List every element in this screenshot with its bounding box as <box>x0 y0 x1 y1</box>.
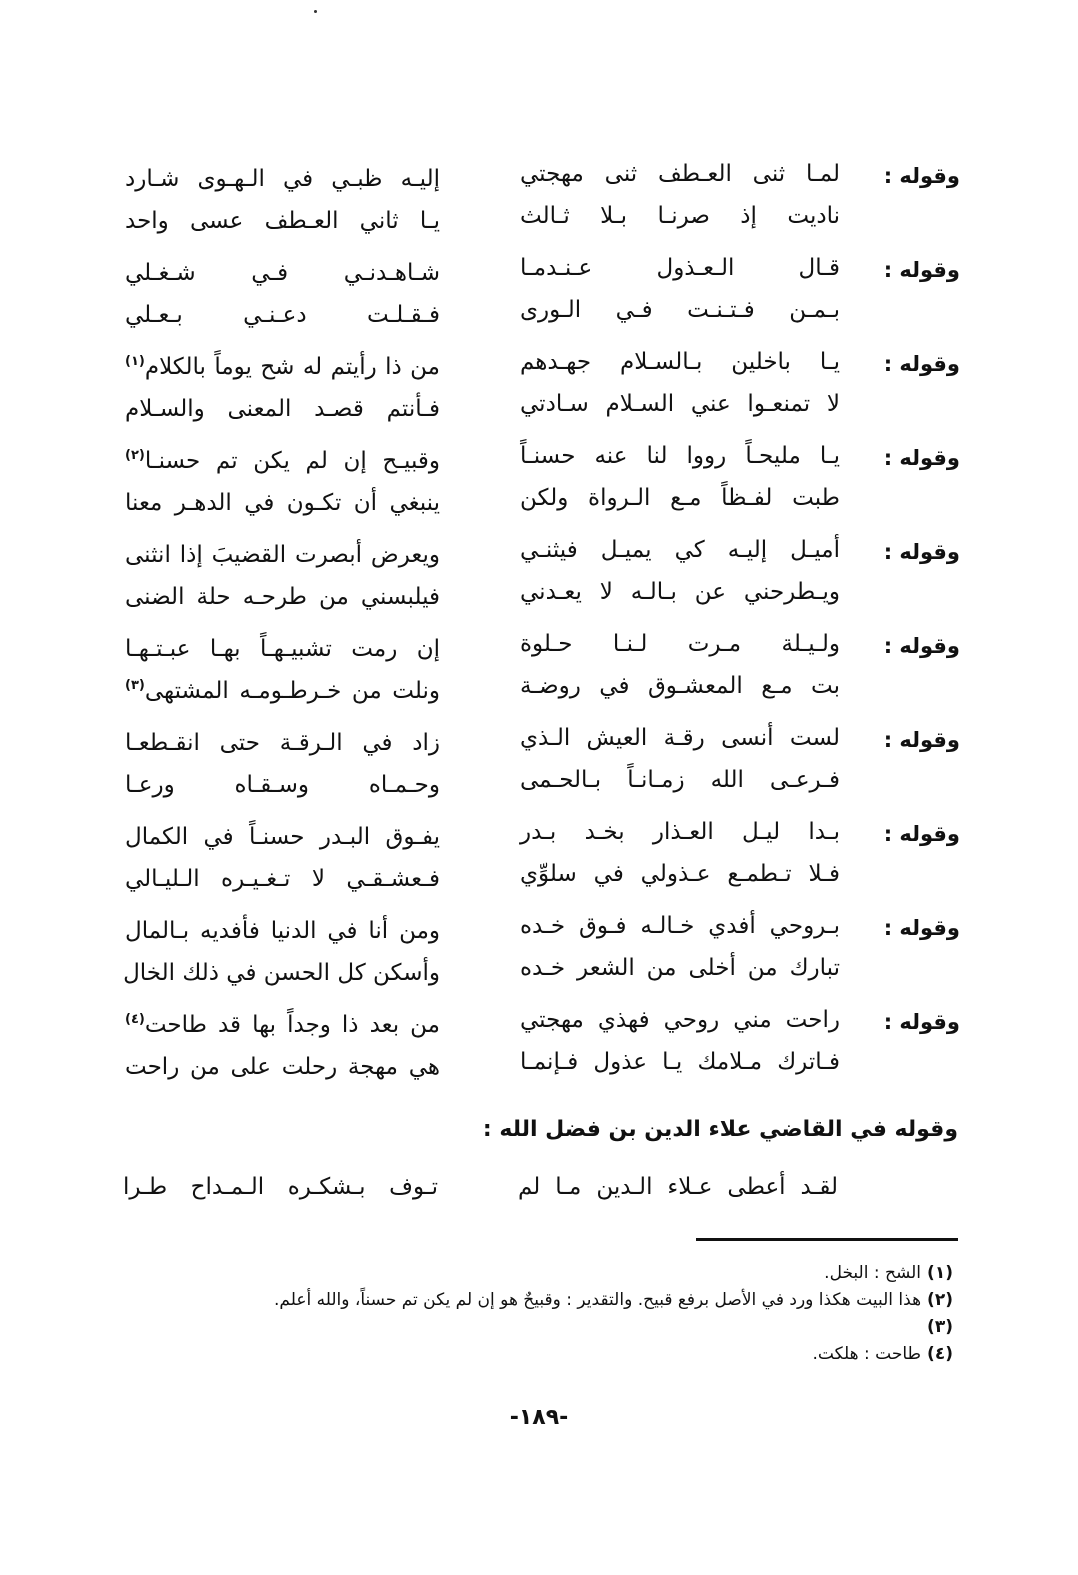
first-hemistich: بـدا ليـل العـذار بخـد بـدر <box>520 819 840 845</box>
verse-text: من بعد ذا وجداً بها قد طاحت <box>144 1012 440 1038</box>
verse-text: فـعشـقـي لا تـغـيـره الـليـالي <box>125 866 440 892</box>
second-hemistich <box>125 1040 440 1089</box>
poem-entry <box>120 150 960 242</box>
entry-label: وقوله : <box>883 916 960 940</box>
final-verse-first-hemistich: لقـد أعطى عـلاء الـدين مـا لم <box>518 1174 838 1200</box>
first-hemistich: تبارك من أخلى من الشعر خـده <box>520 955 840 981</box>
first-hemistich: بـروحي أفدي خـالـه فـوق خـده <box>520 913 840 939</box>
first-hemistich: أميـل إليـه كي يميـل فيثنـي <box>520 537 840 563</box>
poem-entry <box>120 432 960 524</box>
poem-entry <box>120 526 960 618</box>
footnote-number: (٣) <box>927 1317 953 1337</box>
second-hemistich <box>125 476 440 525</box>
footnote-ref: (١) <box>125 354 145 369</box>
footnote-item <box>133 1341 953 1368</box>
footnote-ref: (٢) <box>125 448 145 463</box>
second-hemistich <box>125 758 440 807</box>
verse-text: زاد في الـرقـة حتى انقـطعـا <box>125 730 440 756</box>
first-hemistich: بـمـن فـتـنـت فـي الـورى <box>520 297 840 323</box>
verse-text: فيلبسني من طرحـه حلة الضنى <box>125 584 440 610</box>
footnote-item <box>133 1260 953 1287</box>
second-hemistich <box>125 382 440 431</box>
verse-text: وقبيـح إن لم يكن تم حسنـا <box>144 448 440 474</box>
entry-label: وقوله : <box>883 446 960 470</box>
second-hemistich <box>125 852 440 901</box>
section-intro: وقوله في القاضي علاء الدين بن فضل الله : <box>482 1117 958 1142</box>
second-hemistich <box>125 194 440 243</box>
footnote-text: الشح : البخل. <box>824 1263 922 1283</box>
verse-text: شـاهـدنـي فـي شـغـلي <box>125 260 440 286</box>
verse-text: يـا ثاني العـطف عسى واحد <box>125 208 440 234</box>
verse-text: هي مهجة رحلت على من راحت <box>125 1054 440 1080</box>
poem-entry <box>120 244 960 336</box>
verse-text: ويعرض أبصرت القضيبَ إذا انثنى <box>125 542 440 568</box>
first-hemistich: يـا باخلين بـالسـلام جهـدهم <box>520 349 840 375</box>
first-hemistich: قـال الـعـذول عـنـدمـا <box>520 255 840 281</box>
footnote-ref: (٤) <box>125 1012 145 1027</box>
verse-text: إن رمت تشبيـهـاً بهـا عبـتـهـا <box>125 636 440 662</box>
verse-text: ومن أنا في الدنيا فأفديه بـالمال <box>125 918 440 944</box>
footnotes <box>133 1260 953 1368</box>
verse-text: ونلت من خـرطـومـه المشتهى <box>144 678 440 704</box>
entry-label: وقوله : <box>883 352 960 376</box>
second-hemistich <box>125 946 440 995</box>
verse-text: فـأنتم قصـد المعنى والسـلام <box>125 396 440 422</box>
entry-label: وقوله : <box>883 164 960 188</box>
page-number: -١٨٩- <box>509 1405 569 1430</box>
first-hemistich: لا تمنعـوا عني السـلام سـادتي <box>520 391 840 417</box>
first-hemistich: يـا مليحـاً رووا لنا عنه حسنـاً <box>520 443 840 469</box>
verse-text: إليـه ظبـي في الـهـوى شـارد <box>125 166 440 192</box>
poem-entry <box>120 902 960 994</box>
poem-entry <box>120 714 960 806</box>
verse-text: فـقـلـت دعـنـي بـعـلي <box>125 302 440 328</box>
footnote-text: هذا البيت هكذا ورد في الأصل برفع قبيح. والتقدير : وقبيحٌ هو إن لم يكن تم حسناً، والله أعلم. <box>273 1290 922 1310</box>
final-verse-second-hemistich: تـوف بـشكـره الـمـداح طـرا <box>123 1174 438 1200</box>
verse-text: وحـمـاه وسـقـاه ورعـا <box>125 772 440 798</box>
second-hemistich <box>125 664 440 713</box>
first-hemistich: بت مـع المعشـوق في روضـة <box>520 673 840 699</box>
footnote-number: (١) <box>927 1263 953 1283</box>
second-hemistich <box>125 288 440 337</box>
verse-text: ينبغي أن تكـون في الدهـر معنا <box>125 490 440 516</box>
verse-text: من ذا رأيتم له شح يوماً بالكلام <box>144 354 440 380</box>
printer-dot <box>314 10 317 13</box>
first-hemistich: ناديت إذ صرنـا بـلا ثـالث <box>520 203 840 229</box>
entry-label: وقوله : <box>883 258 960 282</box>
first-hemistich: فـرعـى الله زمـانـاً بـالحـمى <box>520 767 840 793</box>
footnote-divider <box>696 1238 958 1241</box>
footnote-item <box>133 1314 953 1341</box>
footnote-number: (٢) <box>927 1290 953 1310</box>
entry-label: وقوله : <box>883 822 960 846</box>
entry-label: وقوله : <box>883 1010 960 1034</box>
poem-entry <box>120 620 960 712</box>
first-hemistich: راحت مني روحي فهذي مهجتي <box>520 1007 840 1033</box>
footnote-text: طاحت : هلكت. <box>812 1344 922 1364</box>
entry-label: وقوله : <box>883 540 960 564</box>
first-hemistich: ولـيـلة مـرت لـنـا حـلوة <box>520 631 840 657</box>
poem-entry <box>120 808 960 900</box>
first-hemistich: ويـطرحني عن بـالـه لا يعـدني <box>520 579 840 605</box>
footnote-item <box>133 1287 953 1314</box>
entry-label: وقوله : <box>883 634 960 658</box>
first-hemistich: فـاترك مـلامك يـا عذول فـإنمـا <box>520 1049 840 1075</box>
first-hemistich: لمـا ثنى العـطف ثنى مهجتي <box>520 161 840 187</box>
footnote-number: (٤) <box>927 1344 953 1364</box>
first-hemistich: لست أنسى رقـة العيش الـذي <box>520 725 840 751</box>
first-hemistich: طبت لفـظاً مـع الـرواة ولكن <box>520 485 840 511</box>
second-hemistich <box>125 570 440 619</box>
poem-entries <box>120 150 960 1090</box>
footnote-ref: (٣) <box>125 678 145 693</box>
verse-text: وأسكن كل الحسن في ذلك الخال <box>123 960 440 986</box>
poem-entry <box>120 338 960 430</box>
poem-entry <box>120 996 960 1088</box>
first-hemistich: فـلا تـطمـع عـذولي في سلوِّي <box>520 861 840 887</box>
entry-label: وقوله : <box>883 728 960 752</box>
verse-text: يفـوق البـدر حسنـاً في الكمال <box>125 824 440 850</box>
